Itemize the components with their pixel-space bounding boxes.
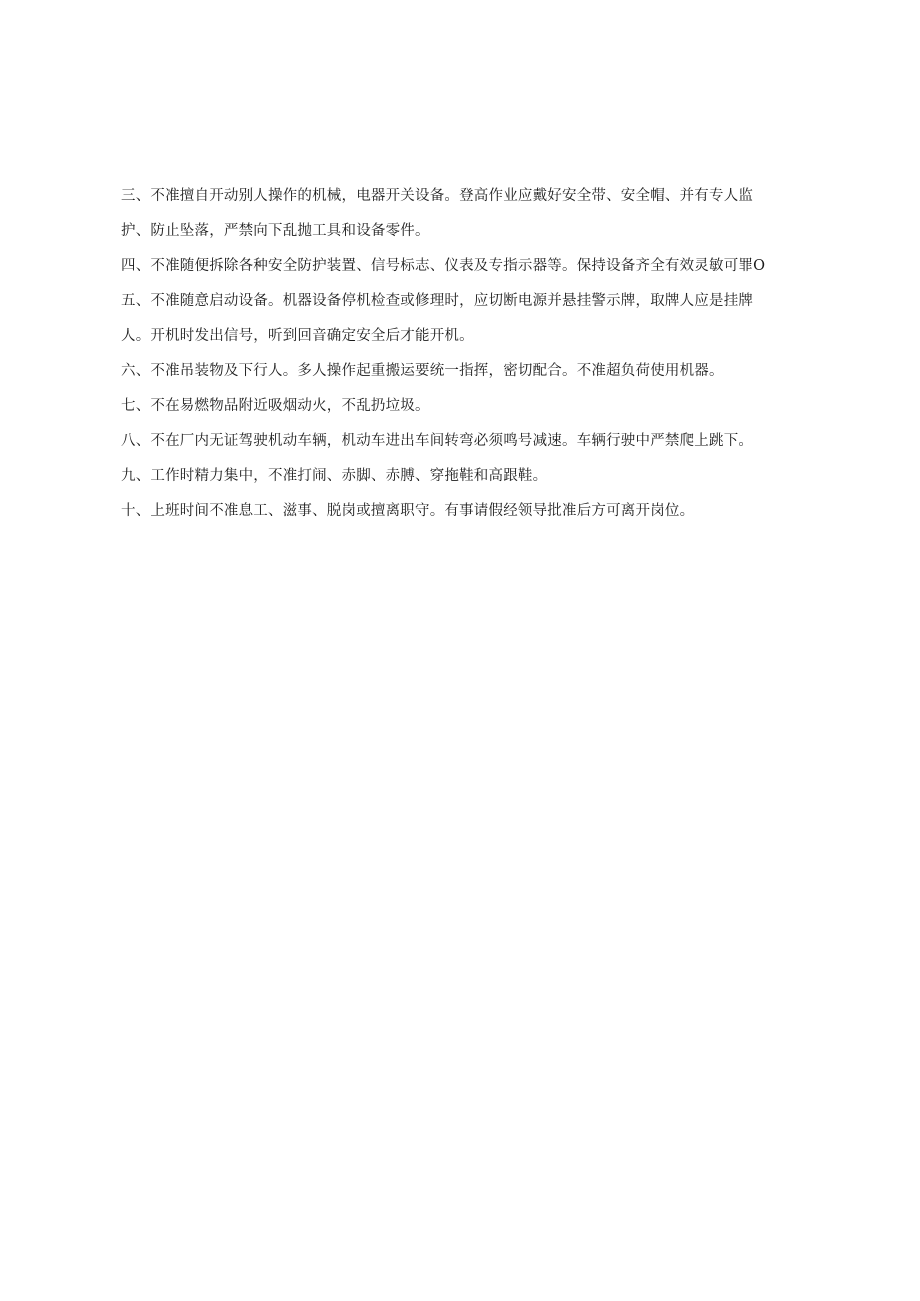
- rule-6: 六、不准吊装物及下行人。多人操作起重搬运要统一指挥，密切配合。不准超负荷使用机器。: [121, 363, 724, 379]
- rule-3-line-2: 护、防止坠落，严禁向下乱抛工具和设备零件。: [121, 223, 430, 239]
- rule-10: 十、上班时间不准息工、滋事、脱岗或擅离职守。有事请假经领导批准后方可离开岗位。: [121, 503, 695, 519]
- rule-7: 七、不在易燃物品附近吸烟动火，不乱扔垃圾。: [121, 398, 430, 414]
- rule-3-line-1: 三、不准擅自开动别人操作的机械，电器开关设备。登高作业应戴好安全带、安全帽、并有专人监: [121, 188, 754, 204]
- rule-4: 四、不准随便拆除各种安全防护装置、信号标志、仪表及专指示器等。保持设备齐全有效灵敏可罪O: [121, 258, 766, 274]
- rule-9: 九、工作时精力集中，不准打闹、赤脚、赤膊、穿拖鞋和高跟鞋。: [121, 468, 548, 484]
- rule-5-line-2: 人。开机时发出信号，听到回音确定安全后才能开机。: [121, 328, 474, 344]
- document-body: [121, 186, 811, 536]
- rule-8: 八、不在厂内无证驾驶机动车辆，机动车进出车间转弯必须鸣号减速。车辆行驶中严禁爬上跳下。: [121, 433, 754, 449]
- rule-5-line-1: 五、不准随意启动设备。机器设备停机检查或修理时，应切断电源并悬挂警示牌，取牌人应是挂牌: [121, 293, 754, 309]
